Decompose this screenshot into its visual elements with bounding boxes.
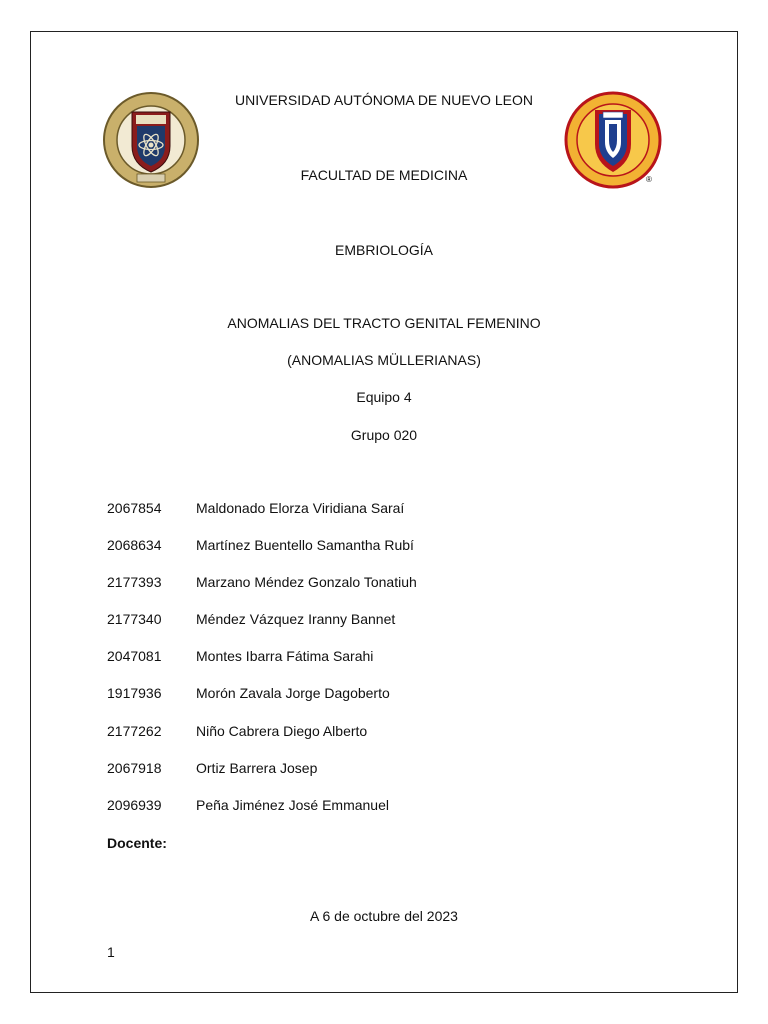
list-item [107, 723, 367, 739]
list-item [107, 500, 404, 516]
student-id: 2068634 [107, 537, 162, 553]
list-item [107, 648, 373, 664]
student-id: 2096939 [107, 797, 162, 813]
student-id: 1917936 [107, 685, 162, 701]
registered-mark: ® [646, 175, 652, 184]
student-id: 2177340 [107, 611, 162, 627]
list-item [107, 797, 389, 813]
list-item [107, 760, 317, 776]
student-name: Peña Jiménez José Emmanuel [196, 797, 389, 813]
list-item [107, 685, 390, 701]
team-label: Equipo 4 [356, 389, 412, 405]
student-name: Montes Ibarra Fátima Sarahi [196, 648, 374, 664]
student-name: Marzano Méndez Gonzalo Tonatiuh [196, 574, 417, 590]
list-item [107, 537, 414, 553]
subject-title: EMBRIOLOGÍA [334, 242, 434, 258]
student-id: 2177262 [107, 723, 162, 739]
document-date: A 6 de octubre del 2023 [310, 908, 458, 924]
group-label: Grupo 020 [350, 427, 418, 443]
student-name: Ortiz Barrera Josep [196, 760, 318, 776]
university-name: UNIVERSIDAD AUTÓNOMA DE NUEVO LEON [235, 92, 533, 108]
student-name: Maldonado Elorza Viridiana Saraí [196, 500, 405, 516]
faculty-name: FACULTAD DE MEDICINA [300, 167, 468, 183]
student-name: Méndez Vázquez Iranny Bannet [196, 611, 396, 627]
student-id: 2067918 [107, 760, 162, 776]
student-id: 2177393 [107, 574, 162, 590]
teacher-label: Docente: [107, 835, 167, 851]
student-name: Martínez Buentello Samantha Rubí [196, 537, 414, 553]
student-id: 2067854 [107, 500, 162, 516]
list-item [107, 611, 395, 627]
page-number: 1 [107, 944, 115, 960]
list-item [107, 574, 417, 590]
student-id: 2047081 [107, 648, 162, 664]
student-name: Niño Cabrera Diego Alberto [196, 723, 368, 739]
document-subtitle: (ANOMALIAS MÜLLERIANAS) [287, 352, 481, 368]
document-title: ANOMALIAS DEL TRACTO GENITAL FEMENINO [227, 315, 541, 331]
student-name: Morón Zavala Jorge Dagoberto [196, 685, 390, 701]
